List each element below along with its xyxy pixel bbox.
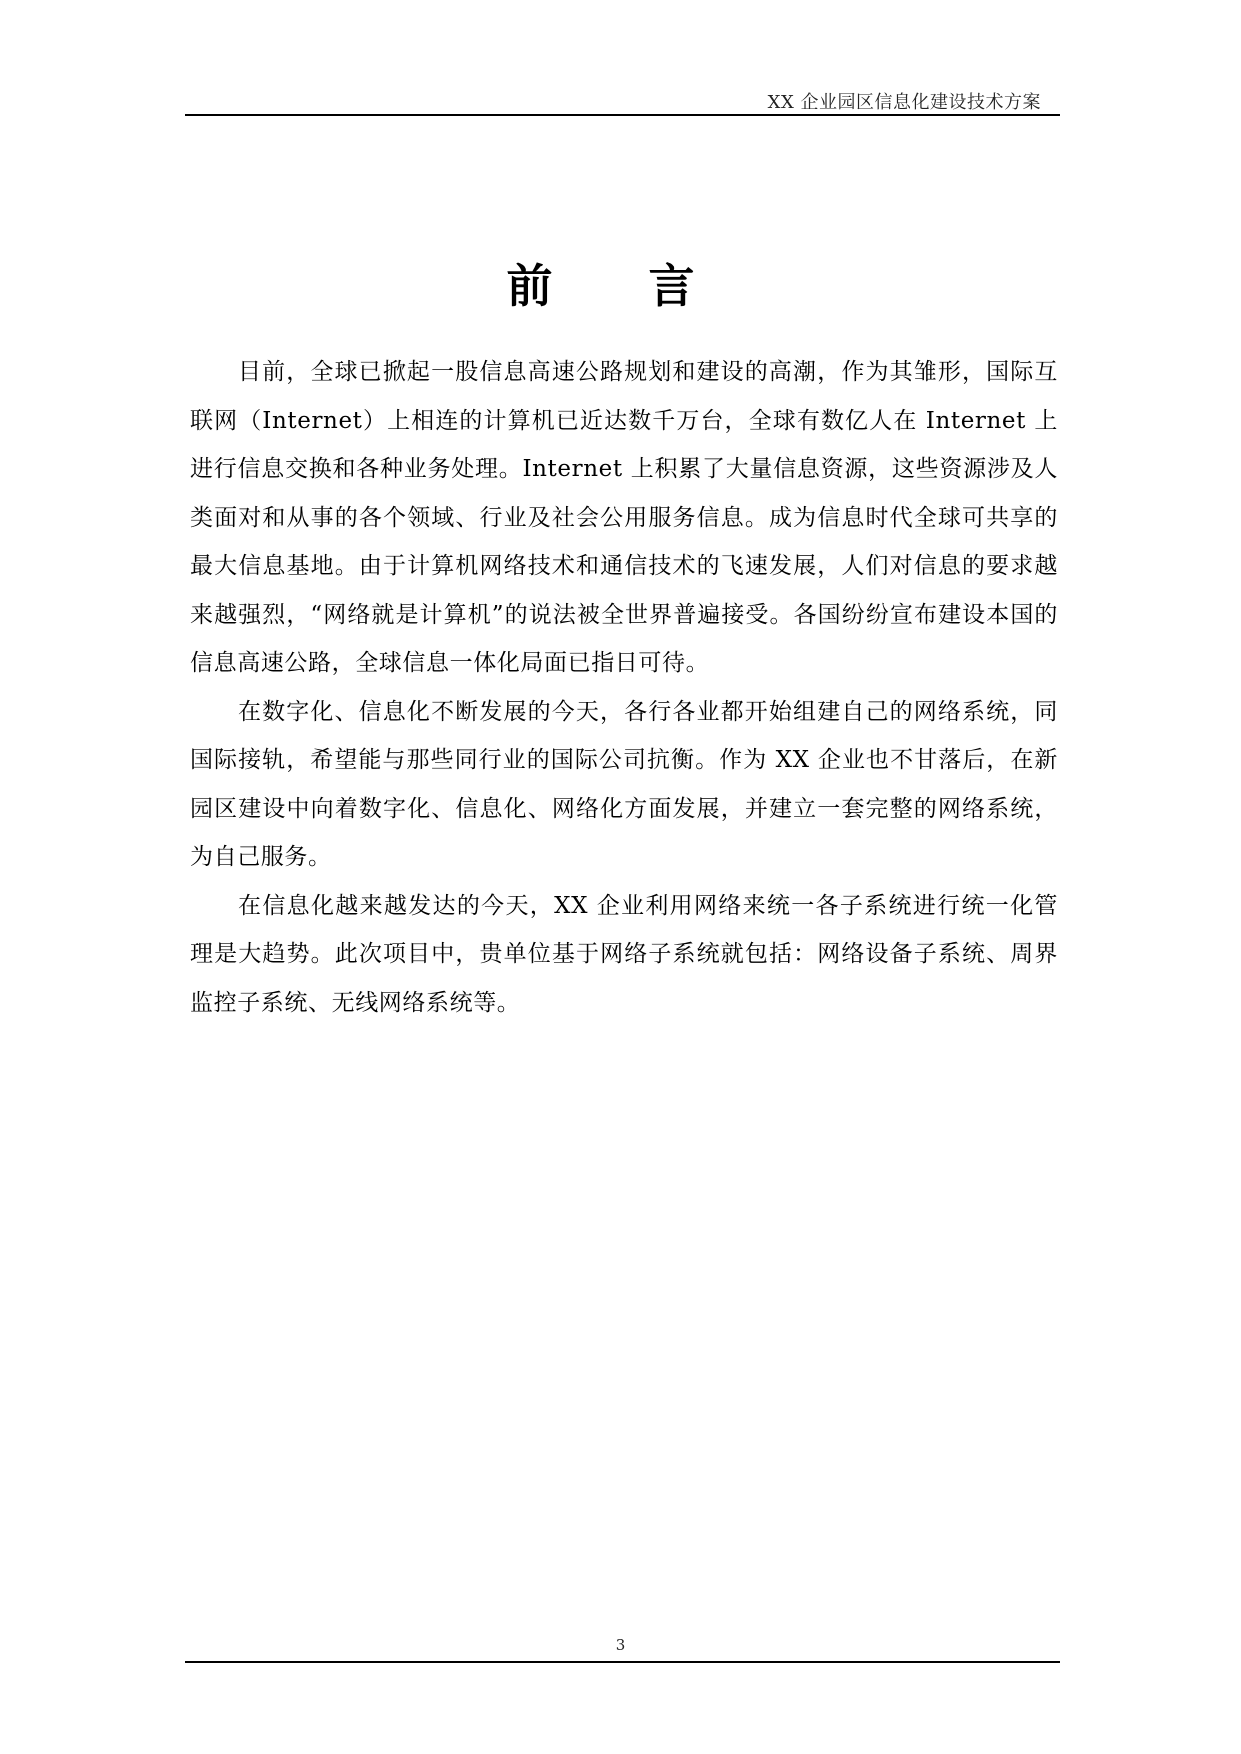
running-header: XX 企业园区信息化建设技术方案 bbox=[767, 92, 1041, 113]
header-divider bbox=[185, 114, 1060, 116]
paragraph-2: 在数字化、信息化不断发展的今天，各行各业都开始组建自己的网络系统，同国际接轨，希望能与那些同行业的国际公司抗衡。作为 XX 企业也不甘落后，在新园区建设中向着数字化、信息化、网络化方面发展，并建立一套完整的网络系统，为自己服务。 bbox=[190, 698, 1058, 870]
paragraph-1: 目前，全球已掀起一股信息高速公路规划和建设的高潮，作为其雏形，国际互联网（Internet）上相连的计算机已近达数千万台，全球有数亿人在 Internet 上进行信息交换和各种业务处理。Internet 上积累了大量信息资源，这些资源涉及人类面对和从事的各个领域、行业及社会公用服务信息。成为信息时代全球可共享的最大信息基地。由于计算机网络技术和通信技术的飞速发展，人们对信息的要求越来越强烈，“网络就是计算机”的说法被全世界普遍接受。各国纷纷宣布建设本国的信息高速公路，全球信息一体化局面已指日可待。 bbox=[190, 359, 1058, 676]
section-heading: 前 言 bbox=[506, 259, 735, 313]
paragraph-3: 在信息化越来越发达的今天，XX 企业利用网络来统一各子系统进行统一化管理是大趋势。此次项目中，贵单位基于网络子系统就包括：网络设备子系统、周界监控子系统、无线网络系统等。 bbox=[190, 892, 1058, 1016]
page-number: 3 bbox=[615, 1636, 626, 1654]
body-text bbox=[190, 348, 1058, 1027]
footer-divider bbox=[185, 1661, 1060, 1663]
